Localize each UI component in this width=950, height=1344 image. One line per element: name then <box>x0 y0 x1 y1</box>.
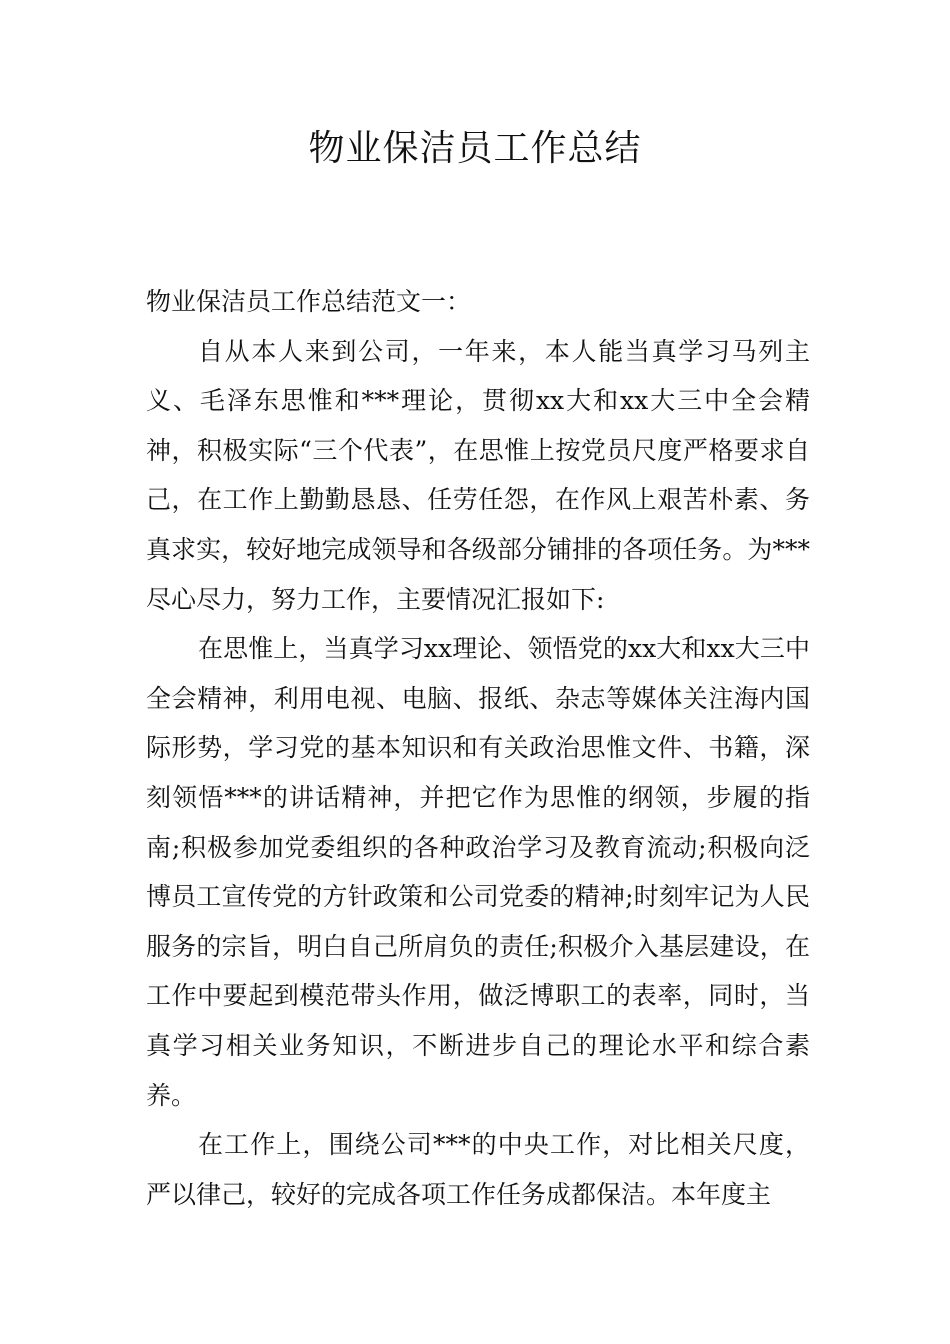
document-title: 物业保洁员工作总结 <box>308 128 642 169</box>
paragraph-1: 自从本人来到公司，一年来，本人能当真学习马列主义、毛泽东思惟和***理论，贯彻xx大和xx大三中全会精神，积极实际“三个代表”，在思惟上按党员尺度严格要求自己，在工作上勤勤恳恳、任劳任怨，在作风上艰苦朴素、务真求实，较好地完成领导和各级部分铺排的各项任务。为***尽心尽力，努力工作，主要情况汇报如下: <box>146 336 810 614</box>
document-subheading: 物业保洁员工作总结范文一： <box>146 287 472 316</box>
paragraph-2: 在思惟上，当真学习xx理论、领悟党的xx大和xx大三中全会精神，利用电视、电脑、报纸、杂志等媒体关注海内国际形势，学习党的基本知识和有关政治思惟文件、书籍，深刻领悟***的讲话精神，并把它作为思惟的纲领，步履的指南;积极参加党委组织的各种政治学习及教育流动;积极向泛博员工宣传党的方针政策和公司党委的精神;时刻牢记为人民服务的宗旨，明白自己所肩负的责任;积极介入基层建设，在工作中要起到模范带头作用，做泛博职工的表率，同时，当真学习相关业务知识，不断进步自己的理论水平和综合素养。 <box>146 634 810 1110</box>
document-body <box>146 277 810 1219</box>
paragraph-3: 在工作上，围绕公司***的中央工作，对比相关尺度，严以律己，较好的完成各项工作任务成都保洁。本年度主 <box>146 1130 810 1209</box>
